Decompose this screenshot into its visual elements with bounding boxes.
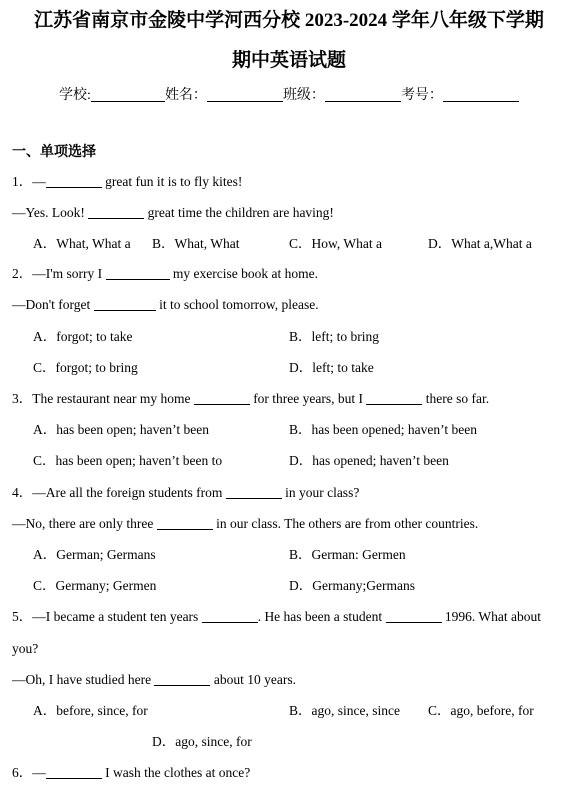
class-blank — [325, 87, 401, 102]
q5-option-b: B．ago, since, since — [289, 703, 400, 718]
q5-option-a: A．before, since, for — [33, 703, 148, 718]
q1-option-c: C．How, What a — [289, 236, 382, 251]
q3-option-d: D．has opened; haven’t been — [289, 453, 449, 468]
class-label: 班级： — [282, 88, 325, 103]
q3-blank1 — [194, 391, 250, 405]
name-label: 姓名： — [164, 88, 207, 103]
q1-option-b: B．What, What — [152, 236, 240, 251]
number-label: 考号： — [400, 88, 443, 103]
q1-option-d: D．What a,What a — [428, 236, 532, 251]
q5-option-d: D．ago, since, for — [152, 734, 252, 749]
q4-line2-post: in our class. The others are from other countries. — [212, 516, 479, 531]
q5-text-mid: . He has been a student — [257, 609, 386, 624]
q6-blank1 — [46, 765, 102, 779]
q2-option-a: A．forgot; to take — [33, 329, 133, 344]
student-info-row — [0, 84, 578, 104]
q2-line1 — [12, 266, 318, 282]
q1-line2-post: great time the children are having! — [144, 205, 334, 220]
school-blank — [91, 87, 165, 102]
q3-blank2 — [366, 391, 422, 405]
q2-option-d: D．left; to take — [289, 360, 374, 375]
q3-text-pre: 3．The restaurant near my home — [12, 391, 194, 406]
q5-blank3 — [154, 672, 210, 686]
q2-line2-pre: —Don't forget — [12, 297, 94, 312]
q2-text-post: my exercise book at home. — [169, 266, 319, 281]
q2-option-c: C．forgot; to bring — [33, 360, 138, 375]
q5-text-pre: 5．—I became a student ten years — [12, 609, 202, 624]
q3-text-mid: for three years, but I — [249, 391, 367, 406]
q1-text-pre: 1．— — [12, 174, 46, 189]
q4-blank2 — [157, 516, 213, 530]
q5-blank2 — [386, 609, 442, 623]
q4-option-b: B．German: Germen — [289, 547, 406, 562]
q4-option-c: C．Germany; Germen — [33, 578, 157, 593]
q4-option-d: D．Germany;Germans — [289, 578, 415, 593]
q6-text-pre: 6．— — [12, 765, 46, 780]
q4-line2 — [12, 516, 478, 532]
q4-text-post: in your class? — [281, 485, 360, 500]
q1-text-post: great fun it is to fly kites! — [101, 174, 243, 189]
q5-option-c: C．ago, before, for — [428, 703, 534, 718]
q2-blank2 — [94, 297, 156, 311]
q1-line1 — [12, 174, 242, 190]
q3-option-c: C．has been open; haven’t been to — [33, 453, 223, 468]
q4-blank1 — [226, 485, 282, 499]
q5-blank1 — [202, 609, 258, 623]
q5-line3-pre: —Oh, I have studied here — [12, 672, 155, 687]
q2-option-b: B．left; to bring — [289, 329, 379, 344]
q4-line1 — [12, 485, 359, 501]
q3-text-post: there so far. — [422, 391, 490, 406]
section-title: 一、单项选择 — [12, 145, 96, 160]
q4-text-pre: 4．—Are all the foreign students from — [12, 485, 226, 500]
q5-line3-post: about 10 years. — [210, 672, 296, 687]
number-blank — [443, 87, 519, 102]
q2-line2-post: it to school tomorrow, please. — [155, 297, 319, 312]
q2-text-pre: 2．—I'm sorry I — [12, 266, 106, 281]
q1-option-a: A．What, What a — [33, 236, 131, 251]
q4-option-a: A．German; Germans — [33, 547, 156, 562]
q6-line — [12, 765, 250, 781]
q3-option-b: B．has been opened; haven’t been — [289, 422, 477, 437]
q6-text-post: I wash the clothes at once? — [101, 765, 251, 780]
q1-blank2 — [88, 205, 144, 219]
exam-title-line1: 江苏省南京市金陵中学河西分校 2023-2024 学年八年级下学期 — [34, 10, 544, 31]
q2-blank1 — [106, 266, 170, 280]
q1-blank1 — [46, 174, 102, 188]
school-label: 学校: — [59, 88, 91, 103]
q3-line — [12, 391, 489, 407]
q2-line2 — [12, 297, 319, 313]
q5-line3 — [12, 672, 296, 688]
exam-title-line2: 期中英语试题 — [231, 50, 346, 71]
q4-line2-pre: —No, there are only three — [12, 516, 157, 531]
q1-line2 — [12, 205, 334, 221]
q5-line2: you? — [12, 641, 39, 656]
q3-option-a: A．has been open; haven’t been — [33, 422, 209, 437]
q5-text-post: 1996. What about — [441, 609, 542, 624]
q5-line1 — [12, 609, 541, 625]
q1-line2-pre: —Yes. Look! — [12, 205, 89, 220]
name-blank — [207, 87, 283, 102]
